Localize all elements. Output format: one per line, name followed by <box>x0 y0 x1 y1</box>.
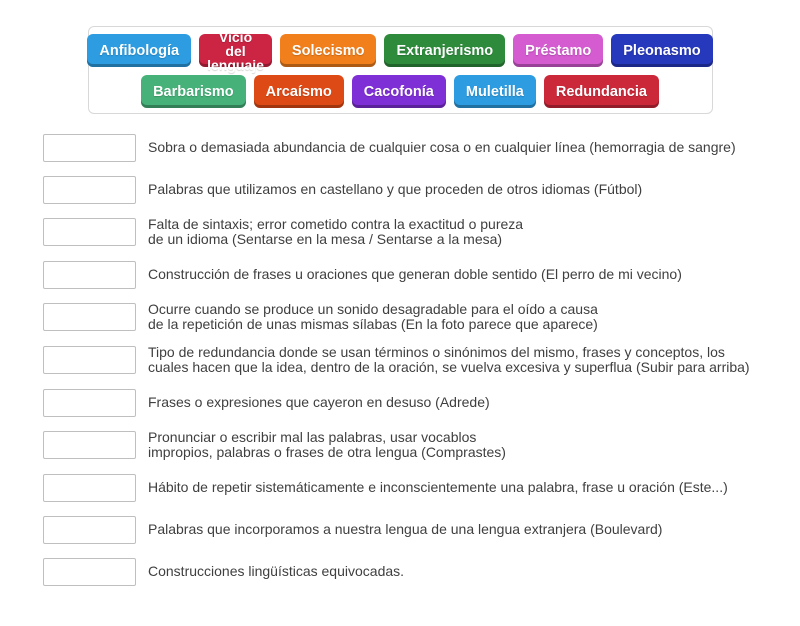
word-chip-label: Extranjerismo <box>396 42 494 59</box>
word-chip-label: Muletilla <box>465 83 524 100</box>
word-chip-barbarismo[interactable] <box>141 75 246 108</box>
definition-text <box>148 182 646 197</box>
match-item-9 <box>43 473 800 502</box>
definition-line: Ocurre cuando se produce un sonido desagradable para el oído a causa <box>148 301 598 317</box>
answer-dropzone[interactable] <box>43 176 136 204</box>
answer-dropzone[interactable] <box>43 389 136 417</box>
word-chip-solecismo[interactable] <box>280 34 377 67</box>
match-item-8 <box>43 430 800 460</box>
answer-dropzone[interactable] <box>43 134 136 162</box>
definition-text <box>148 564 408 579</box>
definition-line: Palabras que incorporamos a nuestra lengua de una lengua extranjera (Boulevard) <box>148 521 663 537</box>
definition-text <box>148 480 732 495</box>
answer-dropzone[interactable] <box>43 303 136 331</box>
answer-dropzone[interactable] <box>43 431 136 459</box>
word-chip-anfibologia[interactable] <box>87 34 191 67</box>
word-chip-muletilla[interactable] <box>454 75 536 108</box>
definition-line: de la repetición de unas mismas sílabas (En la foto parece que aparece) <box>148 316 598 332</box>
word-chip-label: Redundancia <box>555 83 647 100</box>
word-chip-label: Pleonasmo <box>623 42 701 59</box>
word-bank-row <box>93 75 708 108</box>
word-chip-label: Arcaísmo <box>265 83 332 100</box>
definition-text <box>148 267 686 282</box>
definition-line: Construcción de frases u oraciones que generan doble sentido (El perro de mi vecino) <box>148 266 682 282</box>
word-chip-cacofonia[interactable] <box>352 75 446 108</box>
definition-text <box>148 395 494 410</box>
definition-text <box>148 302 602 332</box>
answer-dropzone[interactable] <box>43 218 136 246</box>
match-item-1 <box>43 133 800 162</box>
answer-dropzone[interactable] <box>43 346 136 374</box>
word-chip-label: Cacofonía <box>363 83 434 100</box>
word-chip-label: Anfibología <box>99 42 180 59</box>
definition-line: impropios, palabras o frases de otra lengua (Comprastes) <box>148 444 506 460</box>
definition-line: Construcciones lingüísticas equivocadas. <box>148 563 405 579</box>
word-chip-arcaismo[interactable] <box>254 75 344 108</box>
word-chip-redundancia[interactable] <box>544 75 659 108</box>
definition-line: de un idioma (Sentarse en la mesa / Sentarse a la mesa) <box>148 231 503 247</box>
word-bank-row <box>93 28 708 73</box>
match-item-7 <box>43 388 800 417</box>
word-chip-extranjerismo[interactable] <box>384 34 505 67</box>
definition-line: Sobra o demasiada abundancia de cualquier cosa o en cualquier línea (hemorragia de sangre) <box>148 139 736 155</box>
match-item-4 <box>43 260 800 289</box>
definition-text <box>148 522 666 537</box>
definition-line: Frases o expresiones que cayeron en desuso (Adrede) <box>148 394 490 410</box>
match-item-10 <box>43 515 800 544</box>
definition-text <box>148 345 754 375</box>
word-chip-prestamo[interactable] <box>513 34 603 67</box>
answer-dropzone[interactable] <box>43 474 136 502</box>
definition-line: Palabras que utilizamos en castellano y que proceden de otros idiomas (Fútbol) <box>148 181 643 197</box>
word-chip-pleonasmo[interactable] <box>611 34 712 67</box>
answer-dropzone[interactable] <box>43 558 136 586</box>
match-item-3 <box>43 217 800 247</box>
match-list <box>43 133 800 586</box>
definition-line: cuales hacen que la idea, dentro de la oración, se vuelva excesiva y superflua (Subir para arriba) <box>148 359 750 375</box>
definition-text <box>148 430 510 460</box>
definition-line: Falta de sintaxis; error cometido contra la exactitud o pureza <box>148 216 524 232</box>
word-chip-label: Vicio del lenguaje <box>207 28 264 73</box>
word-chip-vicio-del-lenguaje[interactable] <box>199 28 272 73</box>
definition-line: Hábito de repetir sistemáticamente e inconscientemente una palabra, frase u oración (Este...) <box>148 479 728 495</box>
word-chip-label: Barbarismo <box>153 83 234 100</box>
answer-dropzone[interactable] <box>43 261 136 289</box>
match-item-11 <box>43 557 800 586</box>
answer-dropzone[interactable] <box>43 516 136 544</box>
definition-text <box>148 140 740 155</box>
match-item-2 <box>43 175 800 204</box>
word-chip-label: Solecismo <box>291 42 365 59</box>
match-item-6 <box>43 345 800 375</box>
word-chip-label: Préstamo <box>525 42 592 59</box>
definition-line: Pronunciar o escribir mal las palabras, usar vocablos <box>148 429 477 445</box>
word-bank-panel <box>88 26 713 114</box>
match-item-5 <box>43 302 800 332</box>
definition-line: Tipo de redundancia donde se usan términos o sinónimos del mismo, frases y conceptos, los <box>148 344 725 360</box>
definition-text <box>148 217 527 247</box>
